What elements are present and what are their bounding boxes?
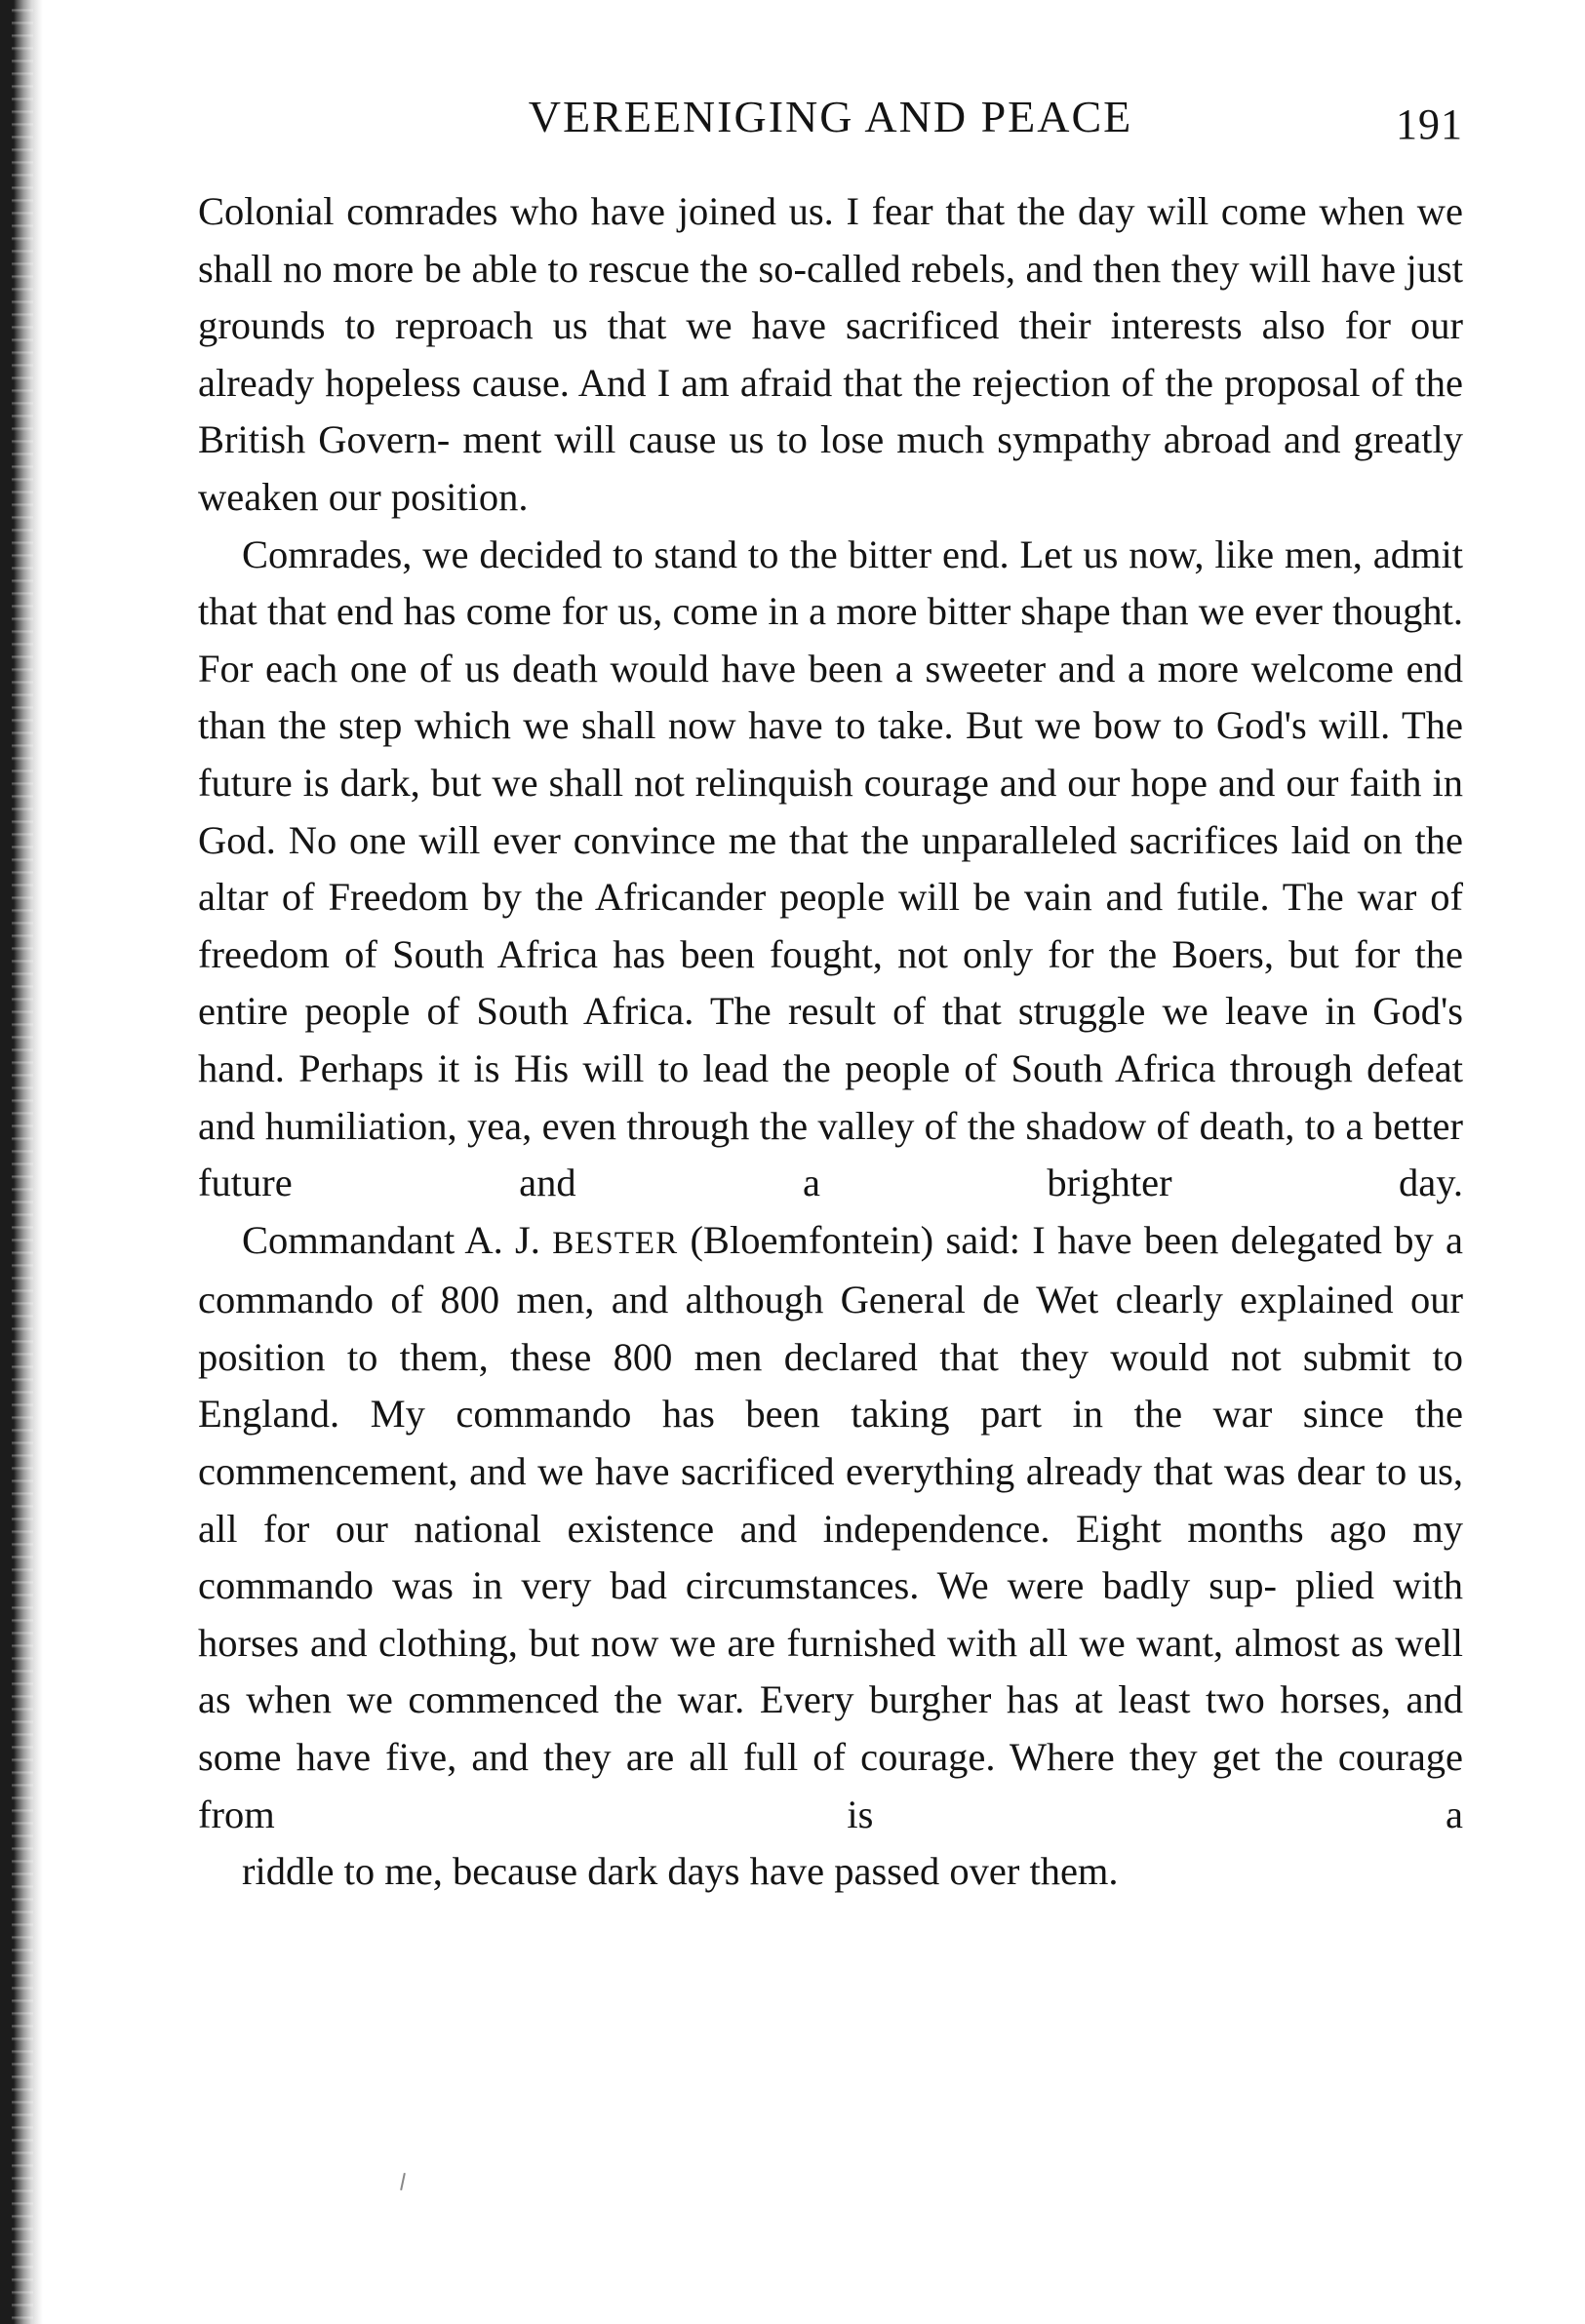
text-line: we want, almost as well as when we commenced the war. Every [198,1620,1463,1722]
text-line: plied with horses and clothing, but now we are furnished with all [198,1563,1463,1665]
text-line: are all full of courage. Where they get the courage from is a [198,1735,1464,1836]
text-line: burgher has at least two horses, and some have five, and they [198,1677,1463,1780]
text-line: weaken our position. [198,474,529,519]
page-header [198,78,1463,156]
page-number: 191 [1396,100,1463,148]
speaker-name: BESTER [552,1225,679,1261]
paragraph-2 [198,527,1463,1212]
text-line: we shall now have to take. But we bow to God's will. The [523,703,1464,748]
text-line: and our faith in God. No one will ever convince me that the [198,760,1464,862]
text-line: the entire people of South Africa. The result of that struggle we [198,931,1464,1034]
print-speck [400,2173,406,2190]
text-line: sacrificed their interests also for our already hopeless cause. And [198,303,1463,405]
text-line: Colonial comrades who have joined us. I fear that the day will [198,189,1209,233]
text-line: leave in God's hand. Perhaps it is His will to lead the people of [198,989,1464,1090]
text-line: sacrificed everything already that was dear to us, all for our [198,1449,1463,1551]
text-line: I am afraid that the rejection of the proposal of the British Govern- [198,360,1463,462]
text-line: Africander people will be vain and futile. The war of freedom of [198,875,1464,976]
text-line: South Africa through defeat and humiliation, yea, even through the [198,1045,1464,1148]
page-body [198,183,1463,1901]
text-line: delegated by a commando of 800 men, and although General de [198,1217,1464,1322]
text-line: like men, admit that that end has come for us, come in a more [198,532,1463,634]
text-line: Wet clearly explained our position to them, these 800 men declared [198,1278,1463,1379]
text-line: unparalleled sacrifices laid on the altar of Freedom by the [198,817,1464,920]
text-line: commando was in very bad circumstances. We were badly sup- [198,1563,1278,1608]
text-line: riddle to me, because dark days have passed over them. [242,1849,1119,1894]
text-line: taking part in the war since the commencement, and we have [198,1392,1463,1494]
binding-edge [0,0,43,2324]
text-line: that they would not submit to England. My commando has been [198,1334,1463,1437]
text-line: come when we shall no more be able to rescue the so-called rebels, [198,189,1464,291]
text-line: have been a sweeter and a more welcome end than the step which [198,646,1463,748]
text-line: South Africa has been fought, not only for the Boers, but for [392,931,1401,976]
speaker-rest: (Bloemfontein) said: I have been [678,1217,1219,1262]
paragraph-1 [198,183,1463,527]
text-line: ment will cause us to lose much sympathy abroad and greatly [462,417,1463,462]
text-line: Comrades, we decided to stand to the bitter end. Let us now, [242,532,1205,576]
text-line: bitter shape than we ever thought. For each one of us death would [198,589,1464,690]
text-line: valley of the shadow of death, to a better future and a brighter day. [198,1103,1463,1205]
text-line: and then they will have just grounds to reproach us that we have [198,246,1463,348]
speaker-prefix: Commandant A. J. [242,1217,553,1262]
text-line: national existence and independence. Eight months ago my [414,1506,1463,1551]
running-head: VEREENIGING AND PEACE [528,92,1133,141]
paragraph-3 [198,1212,1463,1901]
text-line: future is dark, but we shall not relinquish courage and our hope [198,760,1208,805]
